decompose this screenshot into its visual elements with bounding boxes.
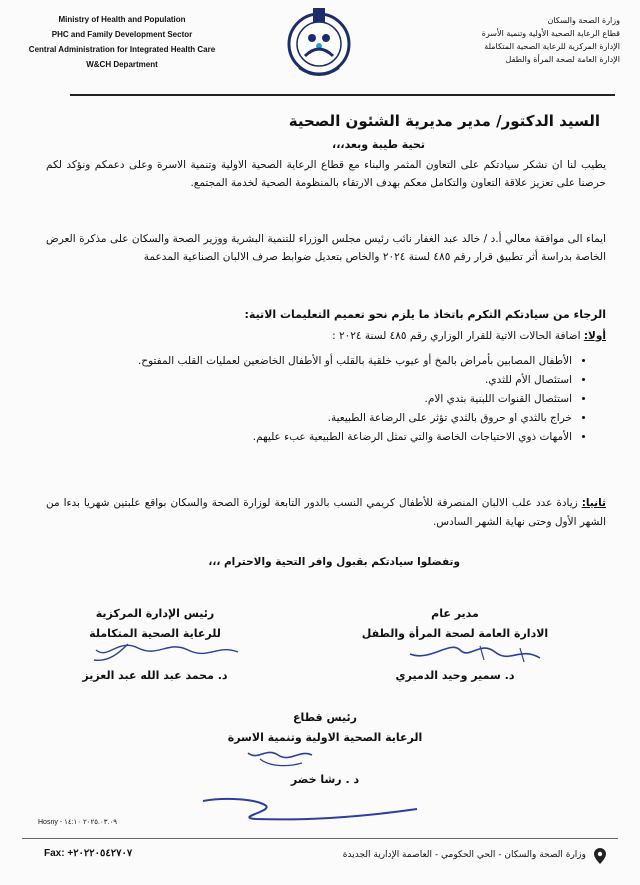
handwritten-signature-left xyxy=(88,640,248,666)
list-item: • استئصال الأم للثدي. xyxy=(56,371,572,390)
header-arabic xyxy=(400,14,620,66)
header-ar-line: وزارة الصحة والسكان xyxy=(547,16,620,25)
ministry-seal-icon xyxy=(285,6,353,84)
signature-title: رئيس الإدارة المركزية xyxy=(95,607,215,620)
list-item: • استئصال القنوات اللبنية بثدي الام. xyxy=(56,390,572,409)
list-item: • الأطفال المصابين بأمراض بالمخ أو عيوب خلقية بالقلب أو الأطفال الخاضعين لعمليات القلب المفتوح. xyxy=(56,352,572,371)
header-ar-line: الإدارة العامة لصحة المرأة والطفل xyxy=(505,55,620,64)
signature-title: للرعاية الصحية المتكاملة xyxy=(89,627,221,640)
second-text: زيادة عدد علب الالبان المنصرفة للأطفال كريمي النسب بالدور التابعة لوزارة الصحة والسكان بواقع علبتين شهريا بدءا من الشهر الأول وحتى نهاية الشهر السادس. xyxy=(46,497,606,528)
footer-address: وزارة الصحة والسكان - الحي الحكومي - العاصمة الإدارية الجديدة xyxy=(342,850,586,860)
second-label: ثانيا: xyxy=(581,497,606,509)
signature-name: د. سمير وحيد الدميري xyxy=(395,669,515,682)
list-item: • خراج بالثدي او حروق بالثدي تؤثر على الرضاعة الطبيعية. xyxy=(56,409,572,428)
list-item: • الأمهات ذوي الاحتياجات الخاصة والتي تمثل الرضاعة الطبيعية عبء عليهم. xyxy=(56,428,572,447)
paragraph-thanks: يطيب لنا ان نشكر سيادتكم على التعاون المثمر والبناء مع قطاع الرعاية الصحية الاولية وتنمية الاسرة وعلى دعمكم ونؤكد لكم حرصنا على تعزيز علاقة التعاون والتكامل معكم بهدف الارتقاء بالمنظومة الصحية لخدمة المجتمع. xyxy=(46,159,606,189)
fax-number: Fax: +٢٠٢٢٠٥٤٢٧٠٧ xyxy=(44,848,133,859)
signature-title: رئيس قطاع xyxy=(293,711,357,724)
signature-name: د. محمد عبد الله عبد العزيز xyxy=(82,669,228,682)
handwritten-flourish xyxy=(195,795,425,823)
header-en-line: Ministry of Health and Population xyxy=(58,15,186,24)
first-label: أولا: xyxy=(583,330,606,342)
header-english xyxy=(22,12,222,72)
signature-name: د . رشا خضر xyxy=(290,773,360,786)
closing-line: وتفضلوا سيادتكم بقبول وافر التحية والاحترام ،،، xyxy=(208,556,460,568)
reference-code: Hosny - ٢٠٢٥.٠٣.٠٩ ١٤:١٠ xyxy=(38,819,117,826)
second-item xyxy=(46,494,606,532)
location-pin-icon xyxy=(594,848,606,864)
signature-title: مدير عام xyxy=(431,607,479,620)
first-item xyxy=(332,330,606,342)
header-en-line: W&CH Department xyxy=(86,60,158,69)
cases-list xyxy=(56,352,586,447)
first-text: اضافة الحالات الاتية للقرار الوزاري رقم ٤٨٥ لسنة ٢٠٢٤ : xyxy=(332,330,584,342)
addressee: السيد الدكتور/ مدير مديرية الشئون الصحية xyxy=(288,112,600,130)
header-en-line: PHC and Family Development Sector xyxy=(51,30,193,39)
header-ar-line: الإدارة المركزية للرعاية الصحية المتكاملة xyxy=(484,42,620,51)
header-ar-line: قطاع الرعاية الصحية الأولية وتنمية الأسرة xyxy=(481,29,620,38)
footer-divider xyxy=(22,838,618,839)
paragraph-approval: ايماء الى موافقة معالي أ.د / خالد عبد الغفار نائب رئيس مجلس الوزراء للتنمية البشرية ووزير الصحة والسكان على مذكرة العرض الخاصة بدراسة أثر تطبيق قرار رقم ٤٨٥ لسنة ٢٠٢٤ والخاص بتعديل ضوابط صرف الالبان الصناعية المدعمة xyxy=(46,233,606,263)
handwritten-signature-right xyxy=(400,640,550,668)
handwritten-signature-center xyxy=(240,745,320,771)
request-line: الرجاء من سيادتكم التكرم باتخاذ ما يلزم نحو تعميم التعليمات الاتية: xyxy=(244,308,606,321)
header-en-line: Central Administration for Integrated Health Care xyxy=(28,45,216,54)
signature-title: الرعاية الصحية الاولية وتنمية الاسرة xyxy=(227,731,423,744)
header-divider xyxy=(70,94,615,96)
signature-title: الادارة العامة لصحة المرأة والطفل xyxy=(361,627,549,640)
greeting: تحية طيبة وبعد،،، xyxy=(332,138,425,151)
